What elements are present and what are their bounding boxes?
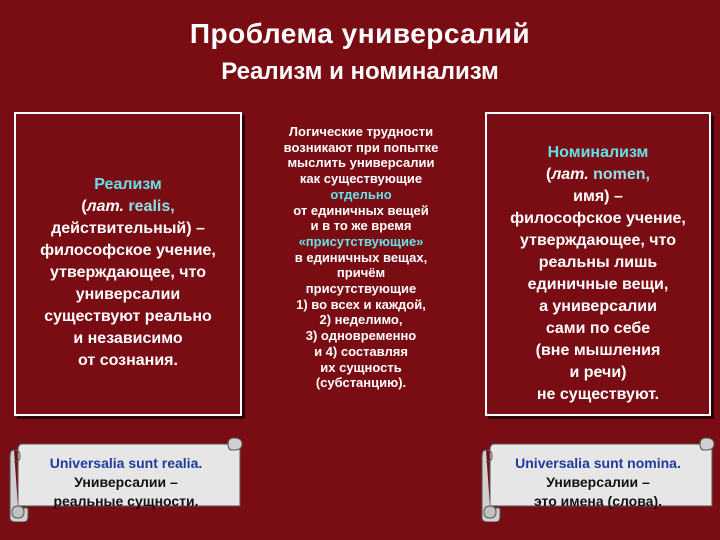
middle-line: и в то же время [310, 218, 412, 234]
realism-line-4: утверждающее, что [50, 264, 206, 281]
realism-line-2: действительный) – [51, 220, 205, 237]
realism-line-6: существуют реально [44, 308, 212, 325]
page-title: Проблема универсалий [189, 18, 531, 49]
nominalism-line: философское учение, [510, 210, 686, 227]
realism-line-7: и независимо [73, 330, 183, 347]
scroll-realism-text [22, 454, 230, 511]
realism-box [14, 112, 242, 416]
scroll-nominalism-text [494, 454, 702, 511]
middle-line: (субстанцию). [315, 375, 407, 391]
scroll-nominalism-latin: Universalia sunt nomina. [515, 455, 681, 471]
nominalism-content [487, 142, 709, 406]
scroll-realism [8, 436, 244, 522]
scroll-nominalism-line2: Универсалии – [546, 474, 650, 490]
nominalism-line: (вне мышления [535, 342, 661, 359]
middle-line: их сущность [320, 359, 402, 375]
middle-line: мыслить универсалии [287, 155, 435, 171]
nominalism-line: а универсалии [539, 298, 657, 315]
middle-line-highlight: «присутствующие» [298, 233, 424, 249]
realism-line-1 [16, 196, 240, 218]
nominalism-line: имя) – [573, 188, 623, 205]
nominalism-line: единичные вещи, [527, 276, 669, 293]
nominalism-latin-word: nomen, [588, 166, 650, 183]
nominalism-paren: ( [546, 166, 552, 183]
scroll-realism-line3: реальные сущности. [53, 493, 199, 509]
scroll-realism-line2: Универсалии – [74, 474, 178, 490]
realism-content [16, 174, 240, 372]
realism-line-3: философское учение, [40, 242, 216, 259]
middle-line-highlight: отдельно [330, 186, 392, 202]
nominalism-line: реальны лишь [538, 254, 658, 271]
middle-line: присутствующие [305, 281, 417, 297]
nominalism-line-1 [487, 164, 709, 186]
middle-line: Логические трудности [288, 124, 434, 139]
middle-line: 3) одновременно [305, 328, 417, 344]
nominalism-line: и речи) [569, 364, 627, 381]
scroll-nominalism-line3: это имена (слова). [533, 493, 662, 509]
middle-line: от единичных вещей [293, 202, 429, 218]
middle-line: 1) во всех и каждой, [296, 296, 426, 312]
nominalism-heading: Номинализм [547, 144, 649, 161]
middle-line: как существующие [299, 171, 423, 187]
nominalism-box [485, 112, 711, 416]
realism-heading: Реализм [94, 176, 162, 193]
nominalism-lat-abbr: лат. [551, 166, 589, 183]
nominalism-line: не существуют. [536, 386, 660, 403]
scroll-realism-latin: Universalia sunt realia. [49, 455, 203, 471]
middle-explanation [248, 124, 474, 391]
middle-line: возникают при попытке [283, 139, 439, 155]
realism-latin-word: realis, [123, 198, 175, 215]
realism-line-5: универсалии [75, 286, 181, 303]
scroll-nominalism [480, 436, 716, 522]
nominalism-line: сами по себе [545, 320, 651, 337]
middle-line: и 4) составляя [314, 343, 408, 359]
page-subtitle: Реализм и номинализм [221, 58, 499, 85]
middle-line: в единичных вещах, [294, 249, 428, 265]
realism-paren: ( [81, 198, 87, 215]
realism-lat-abbr: лат. [86, 198, 124, 215]
middle-line: причём [336, 265, 386, 281]
nominalism-line: утверждающее, что [520, 232, 676, 249]
middle-line: 2) неделимо, [319, 312, 403, 328]
realism-line-8: от сознания. [78, 352, 178, 369]
